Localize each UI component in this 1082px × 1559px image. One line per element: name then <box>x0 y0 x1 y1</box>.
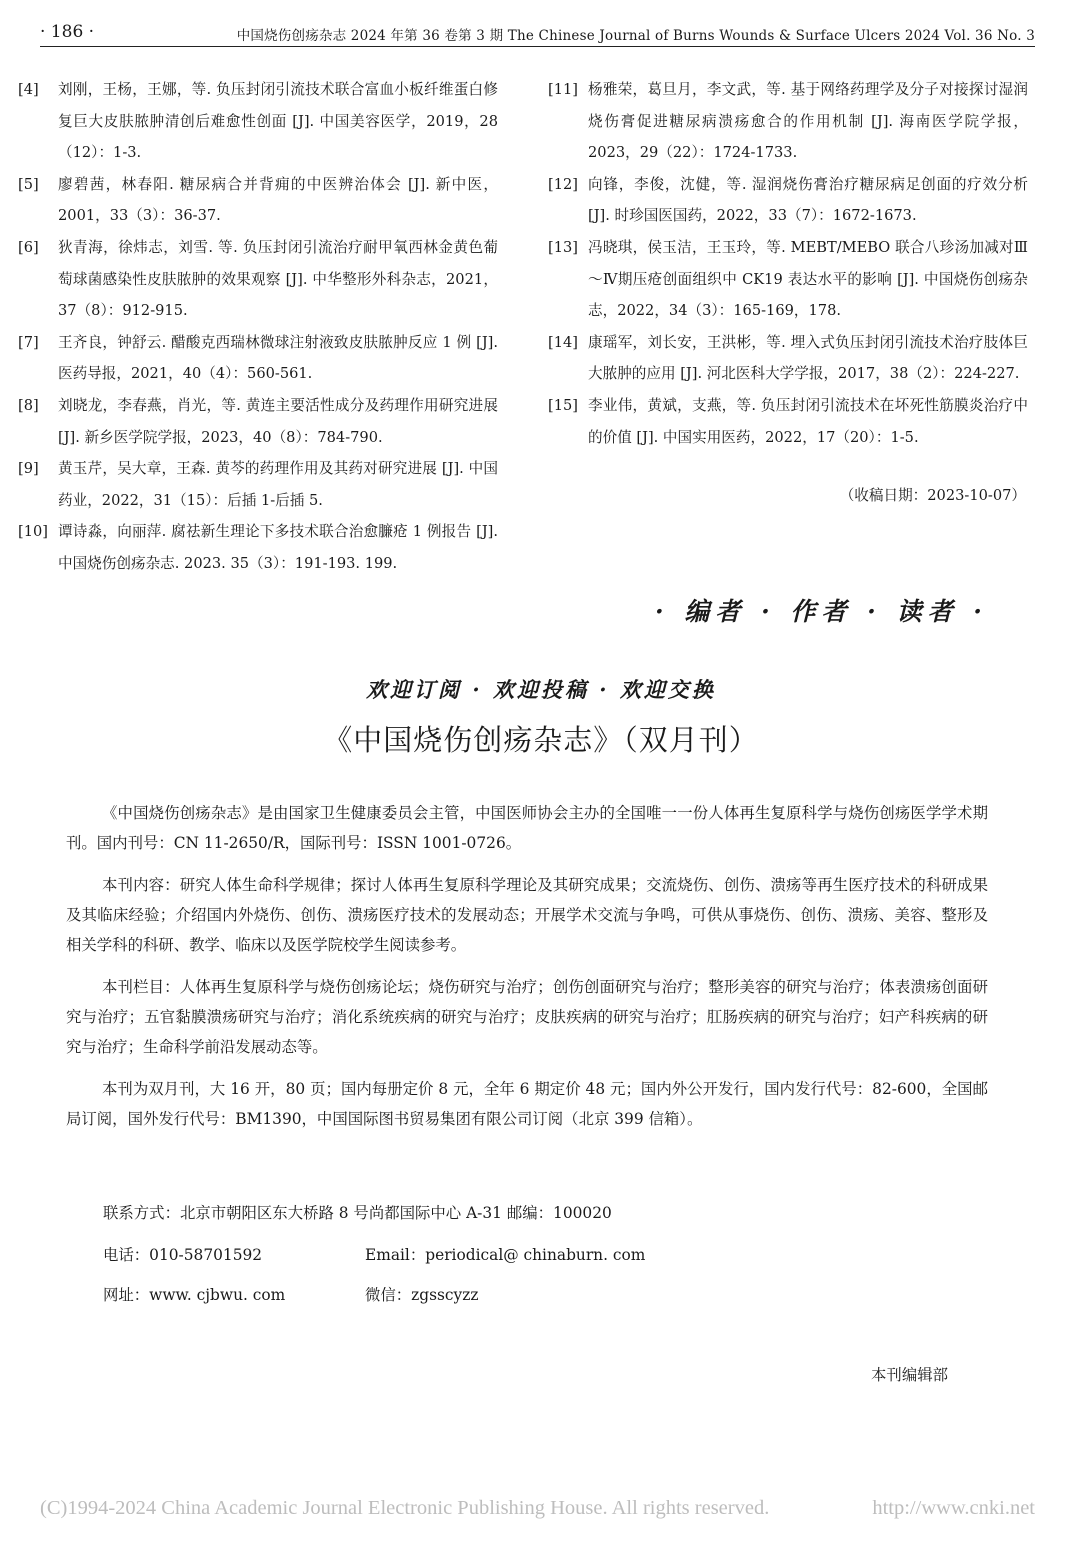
reference-text: 黄玉芹，吴大章，王森. 黄芩的药理作用及其药对研究进展 [J]. 中国药业，2022，31（15）：后插 1-后插 5. <box>58 460 498 509</box>
page-header <box>40 20 1035 47</box>
reference-item <box>18 516 498 579</box>
reference-item <box>18 169 498 232</box>
reference-text: 向锋，李俊，沈健，等. 湿润烧伤膏治疗糖尿病足创面的疗效分析 [J]. 时珍国医国药，2022，33（7）：1672-1673. <box>588 175 1028 225</box>
reference-number: [8] <box>18 396 39 414</box>
received-date: （收稿日期：2023-10-07） <box>839 487 1026 504</box>
reference-text: 杨雅荣，葛旦月，李文武，等. 基于网络药理学及分子对接探讨湿润烧伤膏促进糖尿病溃疡愈合的作用机制 [J]. 海南医学院学报，2023，29（22）：1724-1733. <box>588 81 1028 162</box>
notice-body <box>66 798 988 1146</box>
reference-item <box>18 232 498 327</box>
reference-text: 谭诗淼，向丽萍. 腐祛新生理论下多技术联合治愈臁疮 1 例报告 [J]. 中国烧伤创疡杂志. 2023. 35（3）：191-193. 199. <box>58 523 498 572</box>
reference-item <box>18 74 498 169</box>
contact-website: 网址：www. cjbwu. com <box>103 1286 286 1304</box>
notice-paragraph: 本刊栏目：人体再生复原科学与烧伤创疡论坛；烧伤研究与治疗；创伤创面研究与治疗；整形美容的研究与治疗；体表溃疡创面研究与治疗；五官黏膜溃疡研究与治疗；消化系统疾病的研究与治疗；皮肤疾病的研究与治疗；肛肠疾病的研究与治疗；妇产科疾病的研究与治疗；生命科学前沿发展动态等。 <box>66 978 988 1056</box>
reference-text: 狄青海，徐炜志，刘雪. 等. 负压封闭引流治疗耐甲氧西林金黄色葡萄球菌感染性皮肤脓肿的效果观察 [J]. 中华整形外科杂志，2021，37（8）：912-915. <box>58 238 498 320</box>
reference-text: 李业伟，黄斌，支燕，等. 负压封闭引流技术在坏死性筋膜炎治疗中的价值 [J]. 中国实用医药，2022，17（20）：1-5. <box>588 396 1028 446</box>
journal-title: 《中国烧伤创疡杂志》（双月刊） <box>323 723 759 757</box>
reference-number: [5] <box>18 175 39 193</box>
page-number: · 186 · <box>40 22 95 42</box>
reference-item <box>548 74 1028 169</box>
copyright-url: http://www.cnki.net <box>872 1497 1035 1519</box>
reference-item <box>548 390 1028 453</box>
welcome-heading: 欢迎订阅 · 欢迎投稿 · 欢迎交换 <box>366 677 716 702</box>
reference-text: 刘刚，王杨，王娜，等. 负压封闭引流技术联合富血小板纤维蛋白修复巨大皮肤脓肿清创后难愈性创面 [J]. 中国美容医学，2019，28（12）：1-3. <box>58 81 498 162</box>
reference-number: [9] <box>18 460 39 478</box>
reference-number: [10] <box>18 523 48 541</box>
reference-item <box>548 232 1028 327</box>
copyright-footer <box>40 1497 1035 1520</box>
copyright-text: (C)1994-2024 China Academic Journal Electronic Publishing House. All rights reserved. <box>40 1497 770 1519</box>
notice-paragraph: 本刊内容：研究人体生命科学规律；探讨人体再生复原科学理论及其研究成果；交流烧伤、创伤、溃疡等再生医疗技术的科研成果及其临床经验；介绍国内外烧伤、创伤、溃疡医疗技术的发展动态；开展学术交流与争鸣，可供从事烧伤、创伤、溃疡、美容、整形及相关学科的科研、教学、临床以及医学院校学生阅读参考。 <box>66 876 988 954</box>
reference-item <box>548 327 1028 390</box>
section-title: · 编者 · 作者 · 读者 · <box>654 597 988 626</box>
reference-number: [13] <box>548 238 578 256</box>
editorial-signature: 本刊编辑部 <box>871 1366 948 1384</box>
contact-email: Email：periodical@ chinaburn. com <box>365 1246 646 1264</box>
reference-text: 王齐良，钟舒云. 醋酸克西瑞林微球注射液致皮肤脓肿反应 1 例 [J]. 医药导报，2021，40（4）：560-561. <box>58 333 498 383</box>
reference-item <box>18 327 498 390</box>
reference-item <box>18 390 498 453</box>
reference-number: [6] <box>18 238 39 256</box>
contact-address: 联系方式：北京市朝阳区东大桥路 8 号尚都国际中心 A-31 邮编：100020 <box>103 1204 612 1222</box>
reference-item <box>18 453 498 516</box>
reference-number: [7] <box>18 333 39 351</box>
reference-item <box>548 169 1028 232</box>
reference-list-right <box>548 74 1028 453</box>
reference-text: 冯晓琪，侯玉洁，王玉玲，等. MEBT/MEBO 联合八珍汤加减对Ⅲ～Ⅳ期压疮创面组织中 CK19 表达水平的影响 [J]. 中国烧伤创疡杂志，2022，34（3）：165-169，178. <box>588 238 1028 320</box>
reference-number: [14] <box>548 333 578 351</box>
running-head: 中国烧伤创疡杂志 2024 年第 36 卷第 3 期 The Chinese Journal of Burns Wounds & Surface Ulcers 2024 Vol. 36 No. 3 <box>236 28 1035 44</box>
reference-number: [12] <box>548 175 578 193</box>
reference-list-left <box>18 74 498 580</box>
reference-text: 康瑶军，刘长安，王洪彬，等. 埋入式负压封闭引流技术治疗肢体巨大脓肿的应用 [J]. 河北医科大学学报，2017，38（2）：224-227. <box>588 333 1028 383</box>
reference-number: [4] <box>18 81 39 98</box>
reference-text: 刘晓龙，李春燕，肖光，等. 黄连主要活性成分及药理作用研究进展 [J]. 新乡医学院学报，2023，40（8）：784-790. <box>58 396 498 446</box>
notice-paragraph: 本刊为双月刊，大 16 开，80 页；国内每册定价 8 元，全年 6 期定价 48 元；国内外公开发行，国内发行代号：82-600，全国邮局订阅，国外发行代号：BM1390，中国国际图书贸易集团有限公司订阅（北京 399 信箱）。 <box>66 1080 988 1128</box>
reference-text: 廖碧茜，林春阳. 糖尿病合并背痈的中医辨治体会 [J]. 新中医，2001，33（3）：36-37. <box>58 175 498 225</box>
contact-wechat: 微信：zgsscyzz <box>365 1286 479 1304</box>
notice-paragraph: 《中国烧伤创疡杂志》是由国家卫生健康委员会主管，中国医师协会主办的全国唯一一份人体再生复原科学与烧伤创疡医学学术期刊。国内刊号：CN 11-2650/R，国际刊号：ISSN 1001-0726。 <box>66 804 988 852</box>
reference-number: [11] <box>548 81 578 98</box>
contact-phone: 电话：010-58701592 <box>103 1246 263 1264</box>
reference-number: [15] <box>548 396 578 414</box>
